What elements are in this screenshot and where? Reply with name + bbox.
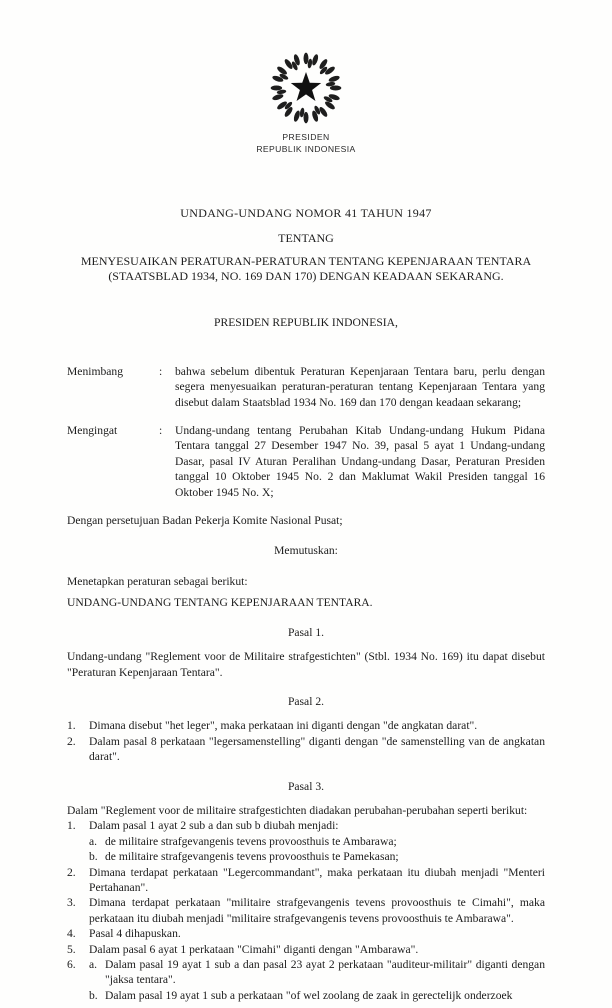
sub-list-item <box>89 988 545 1003</box>
list-item-number: 3. <box>67 896 76 910</box>
salutation: PRESIDEN REPUBLIK INDONESIA, <box>214 316 398 330</box>
list-item-number: 1. <box>67 719 76 733</box>
list-item-number: 4. <box>67 927 76 941</box>
preamble-clauses <box>67 364 545 500</box>
list-item-text: Dalam pasal 8 perkataan "legersamenstelling" diganti dengan "de samenstelling van de angkatan darat". <box>89 734 545 764</box>
list-item <box>67 818 545 864</box>
clause-menimbang <box>67 364 545 410</box>
pasal-3-intro: Dalam "Reglement voor de militaire strafgestichten diadakan perubahan-perubahan seperti berikut: <box>67 803 528 817</box>
agreement-line: Dengan persetujuan Badan Pekerja Komite Nasional Pusat; <box>67 514 343 528</box>
list-item-text: Dimana terdapat perkataan "militaire strafgevangenis tevens provoosthuis te Cimahi", maka perkataan itu diubah menjadi "militaire strafgevangenis tevens provoosthuis te Ambarawa". <box>89 896 545 925</box>
star-icon <box>291 72 321 101</box>
list-item-number: 2. <box>67 734 76 748</box>
pasal-2-heading: Pasal 2. <box>287 694 325 708</box>
list-item-number: 6. <box>67 958 76 971</box>
clause-mengingat <box>67 423 545 500</box>
sub-list-item-text: Dalam pasal 19 ayat 1 sub a dan pasal 23 ayat 2 perkataan "auditeur-militair" diganti dengan "jaksa tentara". <box>105 958 545 987</box>
sub-list-item-number: a. <box>89 834 98 848</box>
list-item-text: Dimana disebut "het leger", maka perkataan ini diganti dengan "de angkatan darat". <box>89 719 478 733</box>
sub-list-item-number: a. <box>89 958 98 971</box>
pasal-1-body: Undang-undang "Reglement voor de Militaire strafgestichten" (Stbl. 1934 No. 169) itu dapat disebut "Peraturan Kepenjaraan Tentara". <box>67 650 545 679</box>
list-item-text: Pasal 4 dihapuskan. <box>89 927 181 941</box>
org-name-line2: REPUBLIK INDONESIA <box>256 144 356 154</box>
clause-colon: : <box>159 364 163 378</box>
clause-label: Menimbang <box>67 364 124 378</box>
list-item-number: 1. <box>67 819 76 833</box>
clause-colon: : <box>159 424 163 438</box>
pasal-3-list <box>67 818 545 1003</box>
law-number-title: UNDANG-UNDANG NOMOR 41 TAHUN 1947 <box>180 205 432 220</box>
tentang-label: TENTANG <box>278 230 334 245</box>
act-title: UNDANG-UNDANG TENTANG KEPENJARAAN TENTARA. <box>67 596 373 610</box>
pasal-3-heading: Pasal 3. <box>287 779 325 793</box>
clause-label: Mengingat <box>67 424 118 438</box>
list-item-text: Dimana terdapat perkataan "Legercommandant", maka perkataan itu diubah menjadi "Menteri Pertahanan". <box>89 865 545 894</box>
sub-list-item <box>89 849 545 864</box>
law-subject-title: MENYESUAIKAN PERATURAN-PERATURAN TENTANG KEPENJARAAN TENTARA (STAATSBLAD 1934, NO. 169 DAN 170) DENGAN KEADAAN SEKARANG. <box>80 253 532 284</box>
document-title <box>67 206 545 286</box>
list-item-text: Dalam pasal 1 ayat 2 sub a dan sub b diubah menjadi: <box>89 819 339 833</box>
clause-text: Undang-undang tentang Perubahan Kitab Undang-undang Hukum Pidana Tentara tanggal 27 Desember 1947 No. 39, pasal 5 ayat 1 Undang-undang Dasar, pasal IV Aturan Peralihan Undang-undang Dasar, Peraturan Presiden tanggal 10 Oktober 1945 No. 2 dan Maklumat Wakil Presiden tanggal 16 Oktober 1945 No. X; <box>175 424 545 499</box>
sub-list-item-text: de militaire strafgevangenis tevens provoosthuis te Pamekasan; <box>105 850 399 864</box>
sub-list-item-text: de militaire strafgevangenis tevens provoosthuis te Ambarawa; <box>105 834 397 848</box>
sub-list-item <box>89 834 545 849</box>
list-item <box>67 942 545 957</box>
list-item <box>67 957 545 1003</box>
pasal-1-heading: Pasal 1. <box>287 625 325 639</box>
pasal-2-list <box>67 718 545 764</box>
list-item-number: 2. <box>67 865 76 879</box>
letterhead <box>67 48 545 156</box>
memutuskan-heading: Memutuskan: <box>274 544 338 558</box>
list-item-number: 5. <box>67 942 76 956</box>
list-item <box>67 718 545 733</box>
sub-list-item-text: Dalam pasal 19 ayat 1 sub a perkataan "of wel zoolang de zaak in gerectelijk onderzoek <box>105 988 513 1002</box>
list-item-text: Dalam pasal 6 ayat 1 perkataan "Cimahi" diganti dengan "Ambarawa". <box>89 942 419 956</box>
sub-list-item <box>89 957 545 988</box>
clause-text: bahwa sebelum dibentuk Peraturan Kepenjaraan Tentara baru, perlu dengan segera menyesuaikan peraturan-peraturan tentang Kepenjaraan Tentara yang disebut dalam Staatsblad 1934 No. 169 dan 170 dengan keadaan sekarang; <box>175 364 545 409</box>
list-item <box>67 734 545 765</box>
sub-list-item-number: b. <box>89 988 98 1002</box>
presidential-emblem-icon <box>266 48 346 128</box>
menetapkan-line: Menetapkan peraturan sebagai berikut: <box>67 574 248 588</box>
list-item <box>67 926 545 941</box>
org-name-line1: PRESIDEN <box>282 132 330 143</box>
list-item <box>67 895 545 926</box>
list-item <box>67 865 545 896</box>
sub-list-item-number: b. <box>89 850 98 864</box>
